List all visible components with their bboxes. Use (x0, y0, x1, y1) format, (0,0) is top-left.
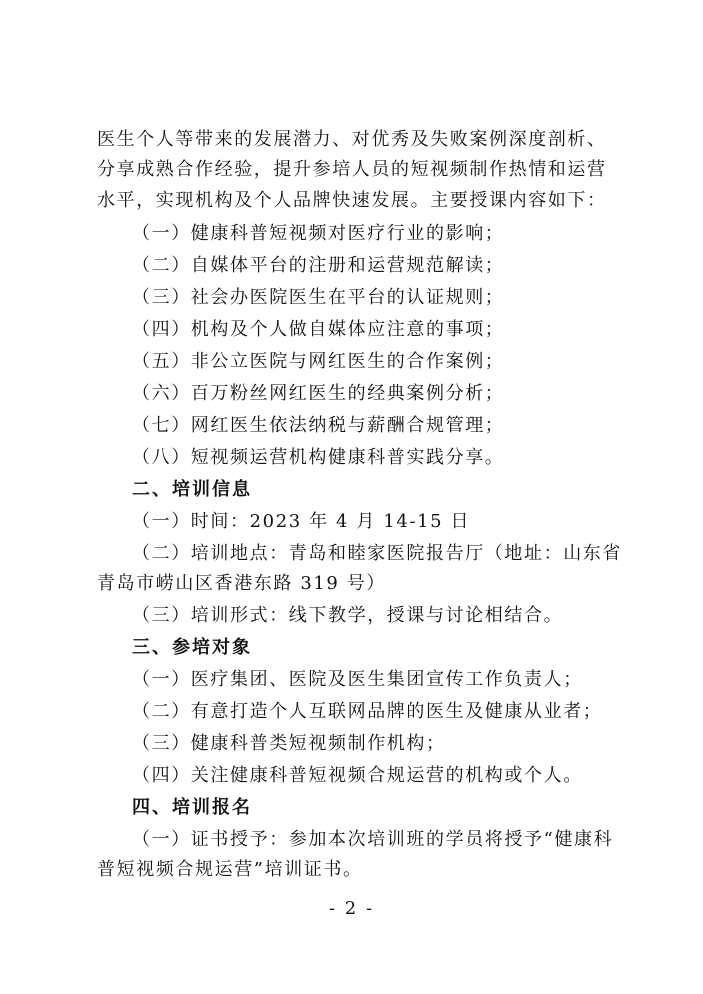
list-item-participant: （一）医疗集团、医院及医生集团宣传工作负责人； (132, 669, 583, 690)
list-item-format: （三）培训形式：线下教学，授课与讨论相结合。 (132, 605, 564, 626)
list-item-training-content: （六）百万粉丝网红医生的经典案例分析； (132, 383, 505, 404)
list-item-training-content: （二）自媒体平台的注册和运营规范解读； (132, 255, 505, 276)
list-item-time: （一）时间：2023 年 4 月 14-15 日 (132, 511, 471, 532)
list-item-training-content: （五）非公立医院与网红医生的合作案例； (132, 351, 505, 372)
list-item-training-content: （七）网红医生依法纳税与薪酬合规管理； (132, 415, 505, 436)
list-item-training-content: （三）社会办医院医生在平台的认证规则； (132, 287, 505, 308)
section-heading-participants: 三、参培对象 (132, 637, 252, 658)
section-heading-training-info: 二、培训信息 (132, 479, 252, 500)
list-item-participant: （二）有意打造个人互联网品牌的医生及健康从业者； (132, 701, 603, 722)
body-text-line: 分享成熟合作经验，提升参培人员的短视频制作热情和运营 (97, 159, 607, 180)
list-item-participant: （四）关注健康科普短视频合规运营的机构或个人。 (132, 765, 583, 786)
body-text-line: 医生个人等带来的发展潜力、对优秀及失败案例深度剖析、 (97, 129, 607, 150)
body-text-line: 水平，实现机构及个人品牌快速发展。主要授课内容如下： (97, 190, 607, 211)
body-text-line-address: 青岛市崂山区香港东路 319 号） (97, 573, 386, 594)
page-number: - 2 - (328, 898, 375, 919)
body-text-line-certificate: 普短视频合规运营”培训证书。 (97, 859, 363, 880)
list-item-participant: （三）健康科普类短视频制作机构； (132, 733, 446, 754)
list-item-training-content: （一）健康科普短视频对医疗行业的影响； (132, 223, 505, 244)
list-item-training-content: （八）短视频运营机构健康科普实践分享。 (132, 447, 505, 468)
list-item-training-content: （四）机构及个人做自媒体应注意的事项； (132, 319, 505, 340)
section-heading-registration: 四、培训报名 (132, 797, 252, 818)
list-item-location: （二）培训地点：青岛和睦家医院报告厅（地址：山东省 (132, 543, 622, 564)
list-item-certificate: （一）证书授予：参加本次培训班的学员将授予“健康科 (132, 829, 614, 850)
